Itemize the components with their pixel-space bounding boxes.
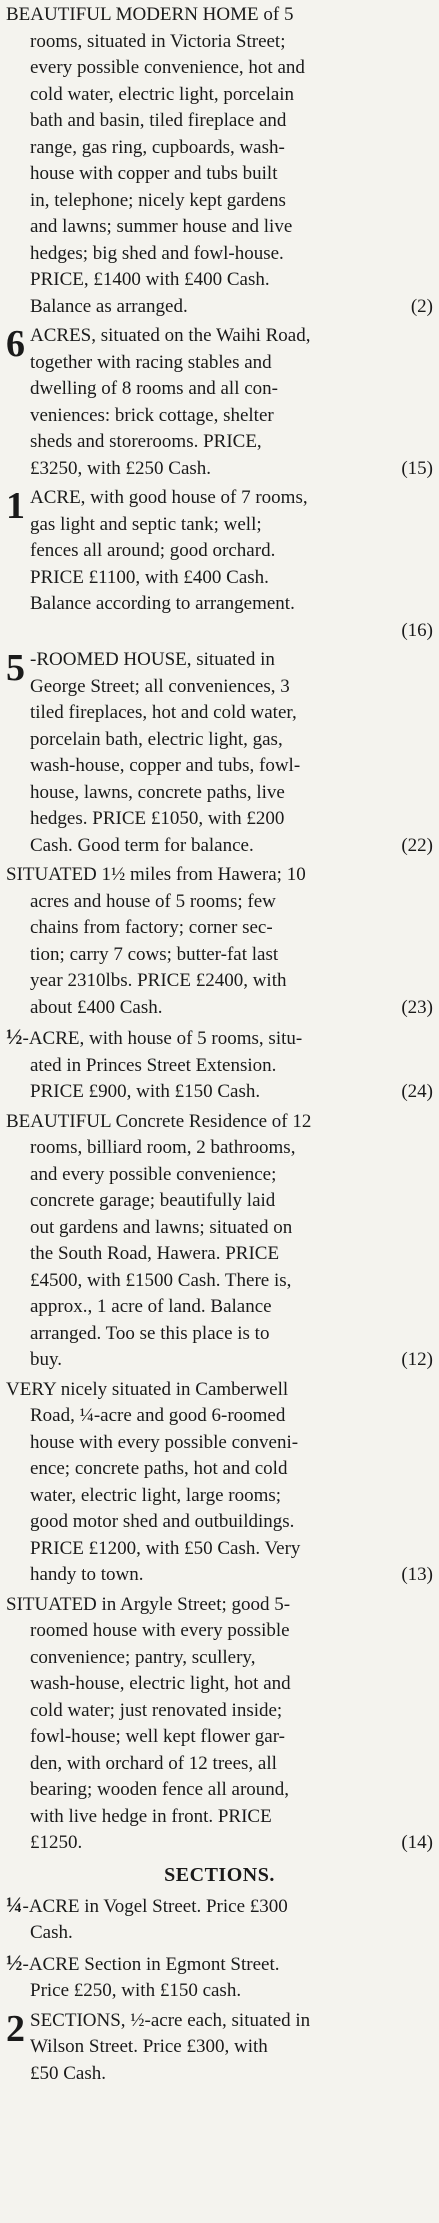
listing-headline xyxy=(6,1950,433,1979)
line-text: porcelain bath, electric light, gas, xyxy=(30,728,283,750)
listing-text-line xyxy=(6,376,433,403)
listing-text-line xyxy=(6,995,433,1022)
property-listing xyxy=(6,2,433,320)
reference-number: (15) xyxy=(401,457,433,479)
listing-text-line xyxy=(6,1294,433,1321)
line-text: fowl-house; well kept flower gar- xyxy=(30,1726,285,1747)
listing-headline xyxy=(6,1592,433,1619)
listing-text-line xyxy=(6,1430,433,1457)
listing-text-line xyxy=(6,674,433,701)
listing-number: 2 xyxy=(6,2007,25,2050)
listing-text-line xyxy=(6,538,433,565)
listing-text-line xyxy=(6,1618,433,1645)
line-text: Cash. Good term for balance. xyxy=(30,834,254,856)
line-text: PRICE £1200, with £50 Cash. Very xyxy=(30,1537,301,1559)
reference-number: (13) xyxy=(401,1564,433,1585)
line-text: Balance according to arrangement. xyxy=(30,593,295,614)
listing-text-line xyxy=(6,294,433,321)
reference-number: (2) xyxy=(410,295,433,317)
reference-number: (14) xyxy=(401,1832,433,1853)
listing-text-line xyxy=(6,512,433,539)
line-text: bath and basin, tiled fireplace and xyxy=(30,110,287,131)
listing-headline xyxy=(6,1377,433,1404)
line-text: good motor shed and outbuildings. xyxy=(30,1511,295,1532)
line-text: VERY nicely situated in Camberwell xyxy=(6,1378,289,1400)
line-text: SITUATED in Argyle Street; good 5- xyxy=(6,1593,291,1615)
listing-text-line xyxy=(6,161,433,188)
listing-text-line xyxy=(6,1536,433,1563)
listing-headline xyxy=(6,2,433,29)
reference-number: (16) xyxy=(401,619,433,641)
line-text: hedges. PRICE £1050, with £200 xyxy=(30,808,285,829)
listing-text-line xyxy=(6,727,433,754)
listing-text-line xyxy=(6,1403,433,1430)
listing-text-line xyxy=(6,1079,433,1106)
line-text: buy. xyxy=(30,1349,63,1370)
listing-text-line xyxy=(6,29,433,56)
listing-text-line xyxy=(6,780,433,807)
line-text: acres and house of 5 rooms; few xyxy=(30,890,276,912)
line-text: sheds and storerooms. PRICE, xyxy=(30,431,262,452)
line-text: roomed house with every possible xyxy=(30,1620,290,1641)
line-text: Road, ¼-acre and good 6-roomed xyxy=(30,1405,286,1426)
listing-text-line xyxy=(6,108,433,135)
fraction-prefix: ¼ xyxy=(6,1891,23,1917)
property-listing xyxy=(6,862,433,1021)
listing-text-line xyxy=(6,1978,433,2005)
line-text: £1250. xyxy=(30,1832,83,1853)
line-text: cold water; just renovated inside; xyxy=(30,1699,283,1721)
listing-text-line xyxy=(6,968,433,995)
line-text: BEAUTIFUL MODERN HOME of 5 xyxy=(6,4,294,25)
listing-text-line xyxy=(6,753,433,780)
listing-text-line xyxy=(6,806,433,833)
line-text: ACRES, situated on the Waihi Road, xyxy=(30,325,311,346)
line-text: handy to town. xyxy=(30,1564,144,1585)
line-text: approx., 1 acre of land. Balance xyxy=(30,1296,272,1317)
listing-text-line xyxy=(6,1456,433,1483)
line-text: convenience; pantry, scullery, xyxy=(30,1646,256,1668)
line-text: house, lawns, concrete paths, live xyxy=(30,781,285,803)
line-text: bearing; wooden fence all around, xyxy=(30,1779,290,1800)
line-text: PRICE, £1400 with £400 Cash. xyxy=(30,269,270,290)
line-text: and every possible convenience; xyxy=(30,1163,277,1185)
listing-number: 5 xyxy=(6,647,25,689)
line-text: and lawns; summer house and live xyxy=(30,216,293,237)
reference-number: (12) xyxy=(401,1349,433,1370)
line-text: hedges; big shed and fowl-house. xyxy=(30,242,284,264)
line-text: George Street; all conveniences, 3 xyxy=(30,675,290,697)
section-listing xyxy=(6,1950,433,2005)
line-text: ated in Princes Street Extension. xyxy=(30,1054,277,1076)
sections xyxy=(6,1892,433,2088)
listing-text-line xyxy=(6,1162,433,1189)
listing-text-line xyxy=(6,833,433,860)
line-text: concrete garage; beautifully laid xyxy=(30,1190,276,1211)
listing-text-line xyxy=(6,429,433,456)
line-text: ACRE, with good house of 7 rooms, xyxy=(30,487,308,508)
listing-headline xyxy=(6,2008,433,2035)
line-text: -ROOMED HOUSE, situated in xyxy=(30,649,275,670)
listing-text-line xyxy=(6,1777,433,1804)
line-text: BEAUTIFUL Concrete Residence of 12 xyxy=(6,1110,312,1132)
line-text: -ACRE in Vogel Street. Price £300 xyxy=(22,1895,288,1917)
line-text: Balance as arranged. xyxy=(30,295,188,317)
listing-text-line xyxy=(6,915,433,942)
listing-headline xyxy=(6,1024,433,1053)
listing-text-line xyxy=(6,1751,433,1778)
line-text: tion; carry 7 cows; butter-fat last xyxy=(30,943,279,965)
reference-line xyxy=(6,618,433,645)
line-text: Cash. xyxy=(30,1922,73,1943)
listing-text-line xyxy=(6,942,433,969)
listing-text-line xyxy=(6,403,433,430)
reference-number: (23) xyxy=(401,996,433,1018)
listings xyxy=(6,2,433,1857)
listing-text-line xyxy=(6,2061,433,2088)
listing-text-line xyxy=(6,267,433,294)
listing-headline xyxy=(6,647,433,674)
listing-text-line xyxy=(6,1053,433,1080)
listing-number: 6 xyxy=(6,323,25,365)
listing-text-line xyxy=(6,1135,433,1162)
line-text: PRICE £1100, with £400 Cash. xyxy=(30,566,269,588)
listing-text-line xyxy=(6,700,433,727)
listing-text-line xyxy=(6,241,433,268)
listing-text-line xyxy=(6,1562,433,1589)
line-text: rooms, billiard room, 2 bathrooms, xyxy=(30,1137,296,1158)
line-text: wash-house, electric light, hot and xyxy=(30,1673,291,1694)
line-text: fences all around; good orchard. xyxy=(30,540,276,561)
line-text: SECTIONS, ½-acre each, situated in xyxy=(30,2009,311,2031)
reference-number: (24) xyxy=(401,1081,433,1102)
property-listing xyxy=(6,485,433,644)
listing-headline xyxy=(6,485,433,512)
property-listing xyxy=(6,1377,433,1589)
line-text: together with racing stables and xyxy=(30,351,272,373)
listing-headline xyxy=(6,1109,433,1136)
listing-number: 1 xyxy=(6,485,25,527)
line-text: with live hedge in front. PRICE xyxy=(30,1805,272,1827)
listing-text-line xyxy=(6,1347,433,1374)
listing-text-line xyxy=(6,1188,433,1215)
line-text: £50 Cash. xyxy=(30,2062,106,2084)
property-listing xyxy=(6,1592,433,1857)
listing-text-line xyxy=(6,1804,433,1831)
listing-text-line xyxy=(6,1830,433,1857)
listing-text-line xyxy=(6,591,433,618)
line-text: the South Road, Hawera. PRICE xyxy=(30,1243,280,1264)
listing-text-line xyxy=(6,350,433,377)
listing-text-line xyxy=(6,1241,433,1268)
line-text: water, electric light, large rooms; xyxy=(30,1484,282,1506)
line-text: about £400 Cash. xyxy=(30,996,163,1018)
line-text: Price £250, with £150 cash. xyxy=(30,1980,242,2001)
property-listing xyxy=(6,1024,433,1106)
line-text: den, with orchard of 12 trees, all xyxy=(30,1752,277,1774)
property-listing xyxy=(6,323,433,482)
line-text: year 2310lbs. PRICE £2400, with xyxy=(30,970,287,991)
line-text: SITUATED 1½ miles from Hawera; 10 xyxy=(6,864,306,885)
line-text: range, gas ring, cupboards, wash- xyxy=(30,136,285,158)
line-text: £4500, with £1500 Cash. There is, xyxy=(30,1269,292,1291)
listing-text-line xyxy=(6,1321,433,1348)
line-text: Wilson Street. Price £300, with xyxy=(30,2036,268,2057)
line-text: house with copper and tubs built xyxy=(30,163,278,184)
listing-text-line xyxy=(6,82,433,109)
line-text: chains from factory; corner sec- xyxy=(30,917,273,938)
line-text: gas light and septic tank; well; xyxy=(30,513,262,535)
line-text: ence; concrete paths, hot and cold xyxy=(30,1458,288,1479)
line-text: veniences: brick cottage, shelter xyxy=(30,404,274,426)
listing-text-line xyxy=(6,1920,433,1947)
listing-text-line xyxy=(6,1671,433,1698)
line-text: PRICE £900, with £150 Cash. xyxy=(30,1081,261,1102)
property-listing xyxy=(6,1109,433,1374)
listing-headline xyxy=(6,1892,433,1921)
listing-text-line xyxy=(6,2034,433,2061)
listing-text-line xyxy=(6,1724,433,1751)
listing-text-line xyxy=(6,1698,433,1725)
section-listing xyxy=(6,1892,433,1947)
fraction-prefix: ½ xyxy=(6,1024,23,1049)
line-text: tiled fireplaces, hot and cold water, xyxy=(30,702,297,723)
reference-number: (22) xyxy=(401,834,433,856)
line-text: in, telephone; nicely kept gardens xyxy=(30,189,286,211)
listing-text-line xyxy=(6,889,433,916)
line-text: arranged. Too se this place is to xyxy=(30,1322,270,1344)
listing-text-line xyxy=(6,188,433,215)
listing-headline xyxy=(6,862,433,889)
listing-text-line xyxy=(6,456,433,483)
listing-text-line xyxy=(6,1645,433,1672)
line-text: -ACRE, with house of 5 rooms, situ- xyxy=(22,1028,303,1049)
property-listing xyxy=(6,647,433,859)
fraction-prefix: ½ xyxy=(6,1949,23,1975)
line-text: -ACRE Section in Egmont Street. xyxy=(22,1953,280,1975)
listing-headline xyxy=(6,323,433,350)
line-text: every possible convenience, hot and xyxy=(30,57,305,78)
listing-text-line xyxy=(6,1268,433,1295)
line-text: cold water, electric light, porcelain xyxy=(30,83,295,105)
line-text: rooms, situated in Victoria Street; xyxy=(30,30,286,52)
section-listing xyxy=(6,2008,433,2088)
line-text: dwelling of 8 rooms and all con- xyxy=(30,378,279,399)
listing-text-line xyxy=(6,565,433,592)
line-text: out gardens and lawns; situated on xyxy=(30,1216,293,1238)
listing-text-line xyxy=(6,1509,433,1536)
listing-text-line xyxy=(6,1483,433,1510)
line-text: £3250, with £250 Cash. xyxy=(30,457,212,479)
sections-heading: SECTIONS. xyxy=(164,1863,275,1886)
listing-text-line xyxy=(6,55,433,82)
line-text: house with every possible conveni- xyxy=(30,1431,299,1453)
listing-text-line xyxy=(6,214,433,241)
listing-text-line xyxy=(6,1215,433,1242)
line-text: wash-house, copper and tubs, fowl- xyxy=(30,755,301,776)
listing-text-line xyxy=(6,135,433,162)
